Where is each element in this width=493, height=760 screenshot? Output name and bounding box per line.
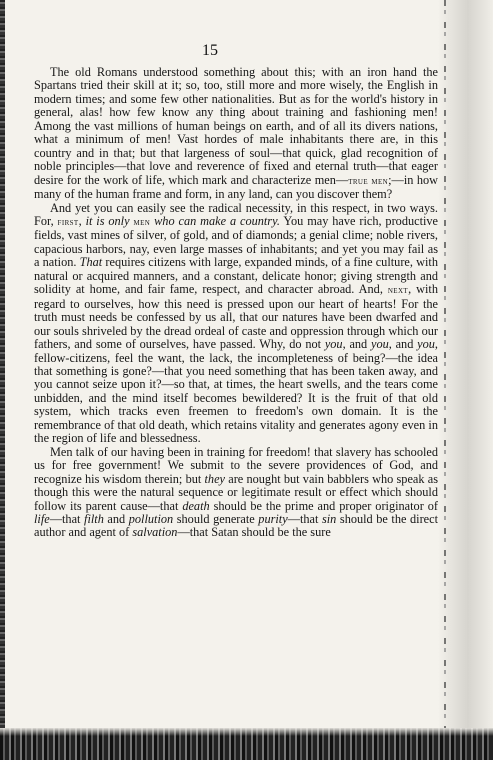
text-run: , and bbox=[342, 337, 371, 352]
emphasis-text: purity bbox=[258, 511, 288, 526]
text-run: should be the direct author and agent of bbox=[34, 511, 439, 540]
emphasis-text: life bbox=[34, 511, 50, 526]
text-run: and bbox=[103, 511, 129, 526]
emphasis-text: who can make a country. bbox=[154, 213, 280, 228]
small-caps-text: men bbox=[133, 216, 151, 228]
emphasis-text: salvation bbox=[132, 525, 178, 540]
text-run: And yet you can easily see the radical necessity, in this respect, in two ways. For, bbox=[34, 200, 438, 228]
page-number: 15 bbox=[202, 42, 218, 59]
text-run: You may have rich, productive fields, vast mines of silver, of gold, and of diamonds; a genial clime; noble rivers, capacious harbors, nay, even large masses of inhabitants; and yet you may fail as a nation. bbox=[34, 213, 439, 270]
text-run: —that Satan should be the sure bbox=[177, 525, 331, 540]
text-run: are nought but vain babblers who speak as though this were the natural sequence or legitimate result or effect which should follow its parent cause—that bbox=[34, 471, 438, 513]
emphasis-text: you bbox=[417, 337, 435, 352]
text-run: —that bbox=[49, 511, 85, 526]
text-run: , and bbox=[388, 337, 418, 352]
paragraph bbox=[34, 66, 438, 202]
text-run: Men talk of our having been in training for freedom! that slavery has schooled us for free government! We submit to the severe providences of God, and recognize his wisdom therein; but bbox=[34, 444, 438, 486]
text-run: ;—in how many of the human frame and form, in any land, can you discover them? bbox=[34, 172, 439, 202]
body-text bbox=[34, 66, 438, 540]
emphasis-text: it is only bbox=[85, 213, 130, 228]
text-run: , fellow-citizens, feel the want, the lack, the incompleteness of being?—the idea that something is gone?—that you need something that has been taken away, and you cannot seize upon it?—so that, at times, the heart swells, and the tears come unbidden, and the mind itself becomes bewildered? It is the fruit of that old system, which tracks even freemen to freedom's own domain. It is the remembrance of that old death, which retains vitality and generates agony even in the region of life and blessedness. bbox=[34, 337, 438, 446]
text-run: , bbox=[78, 213, 86, 228]
emphasis-text: you bbox=[370, 337, 389, 352]
text-run: The old Romans understood something about this; with an iron hand the Spartans tried their skill at it; so, too, still more and more wisely, the English in modern times; and some few other nationalities. But as for the world's history in general, alas! how few know any thing about training and fashioning men! Among the vast millions of human beings on earth, and of all its divers nations, what a minimum of men! Vast hordes of male inhabitants there are, in this country and in that; but that largeness of soul—that quick, glad recognition of noble principles—that love and reverence of fixed and eternal truth—that eager desire for the work of life, which mark and characterize men— bbox=[34, 65, 438, 187]
small-caps-text: next bbox=[387, 285, 409, 297]
text-run: requires citizens with large, expanded minds, of a fine culture, with natural or acquired manners, and a constant, delicate honor; giving strength and solidity at home, and fair fame, respect, and character abroad. And, bbox=[34, 255, 439, 297]
emphasis-text: you bbox=[324, 337, 343, 352]
small-caps-text: true men bbox=[348, 175, 389, 187]
paragraph bbox=[34, 202, 438, 446]
emphasis-text: pollution bbox=[128, 511, 174, 526]
text-run: , with regard to ourselves, how this need is pressed upon our heart of hearts! For the truth must needs be confessed by us all, that our natures have been dwarfed and our souls shriveled by the dread ordeal of caste and oppression through which our fathers, and some of ourselves, have passed. Why, do not bbox=[34, 282, 438, 352]
small-caps-text: first bbox=[57, 216, 79, 228]
text-run: should generate bbox=[173, 511, 259, 526]
emphasis-text: death bbox=[182, 498, 210, 513]
emphasis-text: filth bbox=[84, 511, 104, 526]
emphasis-text: they bbox=[204, 471, 225, 486]
emphasis-text: That bbox=[79, 255, 103, 270]
scan-bottom-edge bbox=[0, 728, 493, 760]
page-gutter-shadow bbox=[438, 0, 493, 760]
emphasis-text: sin bbox=[321, 511, 337, 526]
text-run: should be the prime and proper originator of bbox=[209, 498, 438, 513]
text-run: —that bbox=[287, 511, 322, 526]
paragraph bbox=[34, 446, 438, 540]
page-left-edge bbox=[0, 0, 5, 760]
